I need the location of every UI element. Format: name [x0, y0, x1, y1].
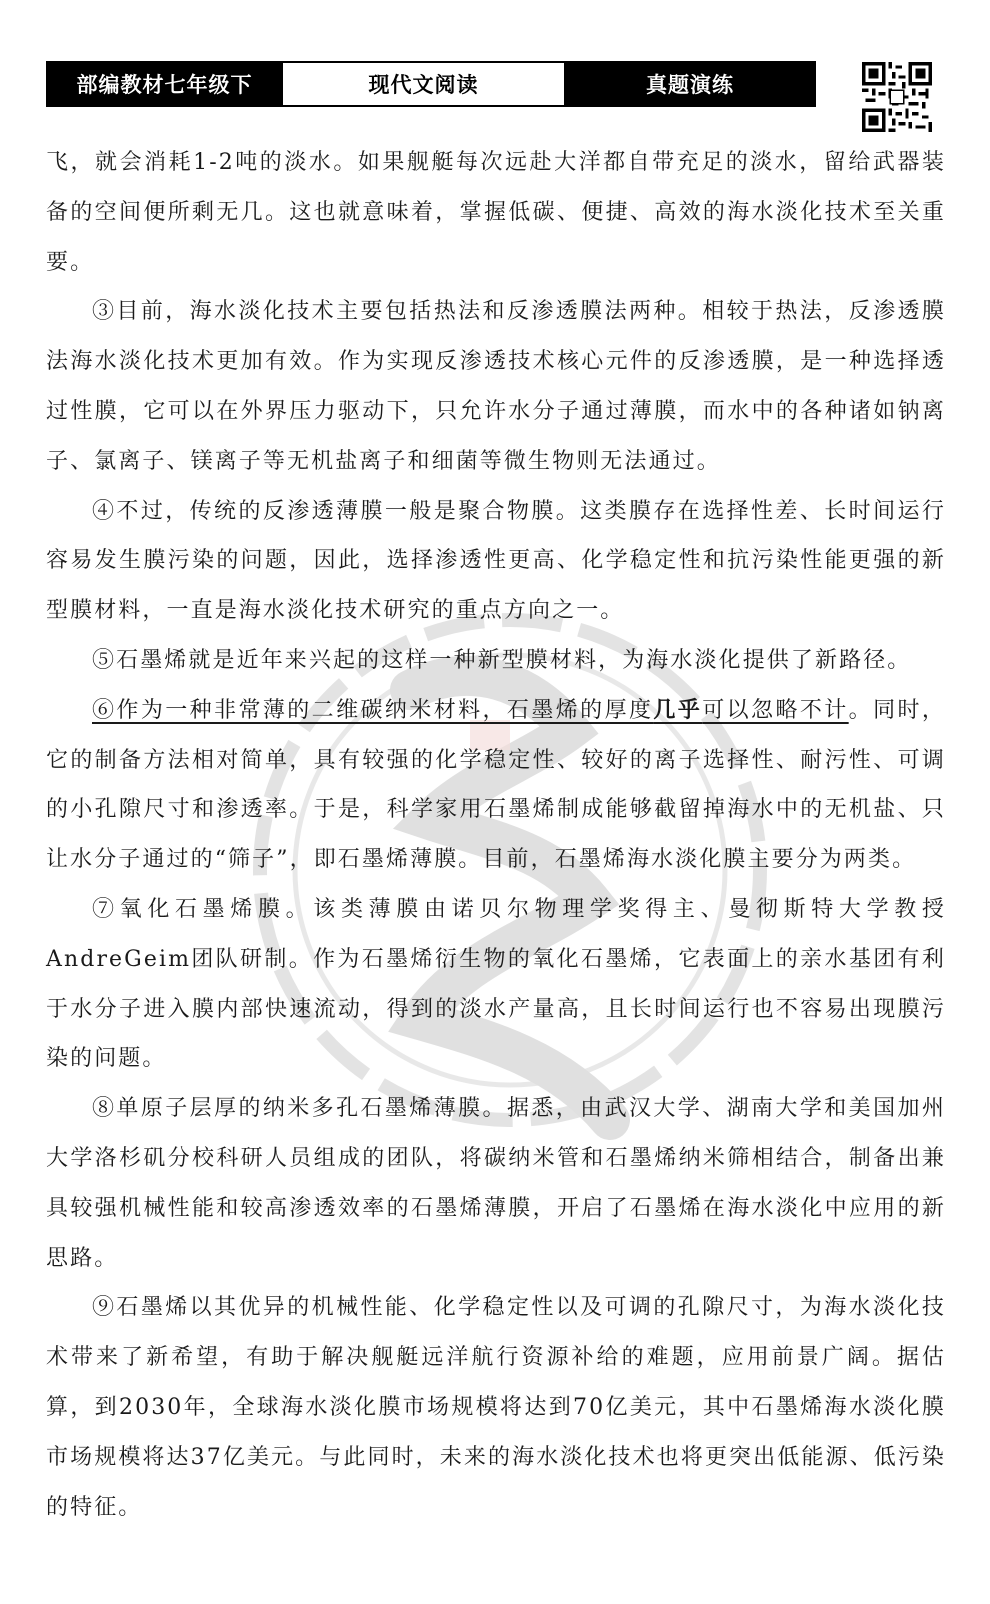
underlined-sentence-part-b: 可以忽略不计 — [702, 697, 849, 723]
paragraph-7: ⑦氧化石墨烯膜。该类薄膜由诺贝尔物理学奖得主、曼彻斯特大学教授AndreGeim团队研制。作为石墨烯衍生物的氧化石墨烯，它表面上的亲水基团有利于水分子进入膜内部快速流动，得到的淡水产量高，且长时间运行也不容易出现膜污染的问题。 — [46, 896, 946, 1072]
header-section-label: 现代文阅读 — [281, 63, 566, 105]
paragraph-3: ③目前，海水淡化技术主要包括热法和反渗透膜法两种。相较于热法，反渗透膜法海水淡化技术更加有效。作为实现反渗透技术核心元件的反渗透膜，是一种选择透过性膜，它可以在外界压力驱动下，只允许水分子通过薄膜，而水中的各种诸如钠离子、氯离子、镁离子等无机盐离子和细菌等微生物则无法通过。 — [46, 299, 946, 474]
paragraph-continued: 飞，就会消耗1-2吨的淡水。如果舰艇每次远赴大洋都自带充足的淡水，留给武器装备的空间便所剩无几。这也就意味着，掌握低碳、便捷、高效的海水淡化技术至关重要。 — [46, 150, 946, 275]
paragraph-5: ⑤石墨烯就是近年来兴起的这样一种新型膜材料，为海水淡化提供了新路径。 — [92, 647, 912, 673]
paragraph-8: ⑧单原子层厚的纳米多孔石墨烯薄膜。据悉，由武汉大学、湖南大学和美国加州大学洛杉矶分校科研人员组成的团队，将碳纳米管和石墨烯纳米筛相结合，制备出兼具较强机械性能和较高渗透效率的石墨烯薄膜，开启了石墨烯在海水淡化中应用的新思路。 — [46, 1096, 946, 1271]
page-header — [46, 61, 816, 107]
paragraph-6-rest: 。同时，它的制备方法相对简单，具有较强的化学稳定性、较好的离子选择性、耐污性、可调的小孔隙尺寸和渗透率。于是，科学家用石墨烯制成能够截留掉海水中的无机盐、只让水分子通过的“筛子”，即石墨烯薄膜。目前，石墨烯海水淡化膜主要分为两类。 — [46, 697, 946, 873]
header-grade-label: 部编教材七年级下 — [48, 63, 281, 105]
qr-code-icon — [862, 62, 932, 132]
article-body — [46, 138, 946, 1532]
paragraph-9: ⑨石墨烯以其优异的机械性能、化学稳定性以及可调的孔隙尺寸，为海水淡化技术带来了新希望，有助于解决舰艇远洋航行资源补给的难题，应用前景广阔。据估算，到2030年，全球海水淡化膜市场规模将达到70亿美元，其中石墨烯海水淡化膜市场规模将达37亿美元。与此同时，未来的海水淡化技术也将更突出低能源、低污染的特征。 — [46, 1295, 946, 1520]
paragraph-6 — [46, 686, 946, 885]
underlined-sentence-part-a: ⑥作为一种非常薄的二维碳纳米材料，石墨烯的厚度 — [92, 697, 654, 723]
paragraph-4: ④不过，传统的反渗透薄膜一般是聚合物膜。这类膜存在选择性差、长时间运行容易发生膜污染的问题，因此，选择渗透性更高、化学稳定性和抗污染性能更强的新型膜材料，一直是海水淡化技术研究的重点方向之一。 — [46, 498, 946, 624]
underlined-bold-word: 几乎 — [653, 696, 703, 723]
header-practice-label: 真题演练 — [566, 63, 814, 105]
